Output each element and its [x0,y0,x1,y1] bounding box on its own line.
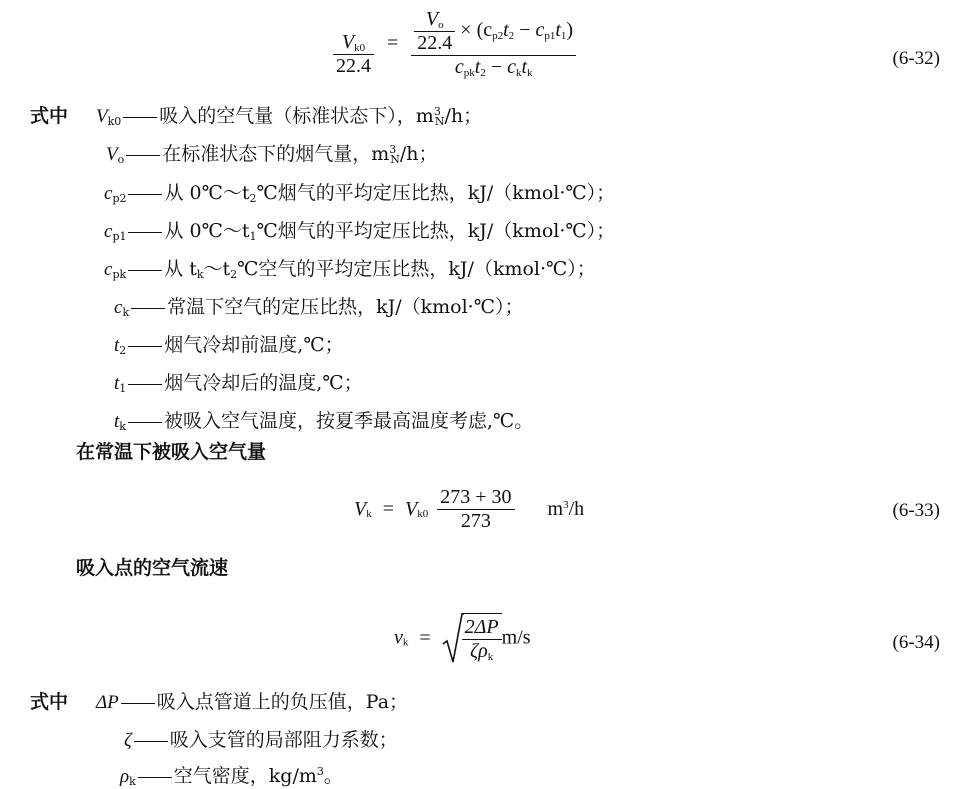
dash-mark [126,155,160,156]
def-cpk: $c_{pk}$ 从 $t_k\sim t_2℃$空气的平均定压比热，kJ/（kmol·℃）； [104,258,596,281]
def-ck: $c_k$ 常温下空气的定压比热，kJ/（kmol·℃）； [114,296,524,319]
eq634-number: (6-34) [892,632,940,653]
dash-mark [128,346,162,347]
equation-6-33: $V_k = V_{k0}$ $\frac{273 + 30}{273}$ $m^3/h$ [354,486,585,532]
dash-mark [128,384,162,385]
paragraph-air-velocity: 吸入点的空气流速 [76,557,229,579]
dash-mark [131,308,165,309]
def-t2: $t_2$ 烟气冷却前温度,℃； [114,334,344,357]
paragraph-intake-air: 在常温下被吸入空气量 [76,441,267,463]
dash-mark [128,232,162,233]
eq632-lhs-fraction: $\frac{V_{k0}}{22.4}$ [333,31,374,78]
eq634-fraction: $\frac{2\Delta P}{\zeta\rho_k}$ [462,613,502,663]
sqrt-icon [442,612,464,664]
def-vk0: $V_{k0}$ 吸入的空气量（标准状态下），$m^3_N/h$； [96,105,483,128]
def-cp1: $c_{p1}$ 从 $0℃\sim t_1℃$烟气的平均定压比热，kJ/（kmol·℃）； [104,220,616,243]
equation-6-32: $\frac{V_{k0}}{22.4}$ = $\frac{V_o}{22.4}$ × $(c_{p2}t_2 - c_{p1}t_1)$ $c_{pk}t_2 - c_kt_k$ [333,8,576,79]
def-t1: $t_1$ 烟气冷却后的温度,℃； [114,372,363,395]
def-delta-p: ΔP 吸入点管道上的负压值，Pa； [96,691,409,713]
defs1-intro: 式中 [30,105,69,127]
dash-mark [123,117,157,118]
def-vo: $V_o$ 在标准状态下的烟气量，$m^3_N/h$； [106,143,438,166]
dash-mark [121,703,155,704]
dash-mark [128,422,162,423]
def-zeta: ζ 吸入支管的局部阻力系数； [124,729,398,751]
eq632-number: (6-32) [892,48,940,69]
eq632-inner-fraction: $\frac{V_o}{22.4}$ [414,8,455,55]
dash-mark [138,777,172,778]
equation-6-34: $v_k$ = $\frac{2\Delta P}{\zeta\rho_k}$ m/s [394,612,531,664]
def-rho: $\rho_k$ 空气密度，$kg/m^3$。 [120,765,343,788]
eq633-number: (6-33) [892,500,940,521]
def-cp2: $c_{p2}$ 从 $0℃\sim t_2℃$烟气的平均定压比热，kJ/（kmol·℃）； [104,182,616,205]
dash-mark [128,270,162,271]
dash-mark [134,741,168,742]
def-tk: $t_k$ 被吸入空气温度，按夏季最高温度考虑,℃。 [114,410,534,433]
eq632-rhs-fraction: $\frac{V_o}{22.4}$ × $(c_{p2}t_2 - c_{p1}t_1)$ $c_{pk}t_2 - c_kt_k$ [411,8,576,79]
dash-mark [128,194,162,195]
defs2-intro: 式中 [30,691,69,713]
eq633-fraction: $\frac{273 + 30}{273}$ [437,486,514,533]
